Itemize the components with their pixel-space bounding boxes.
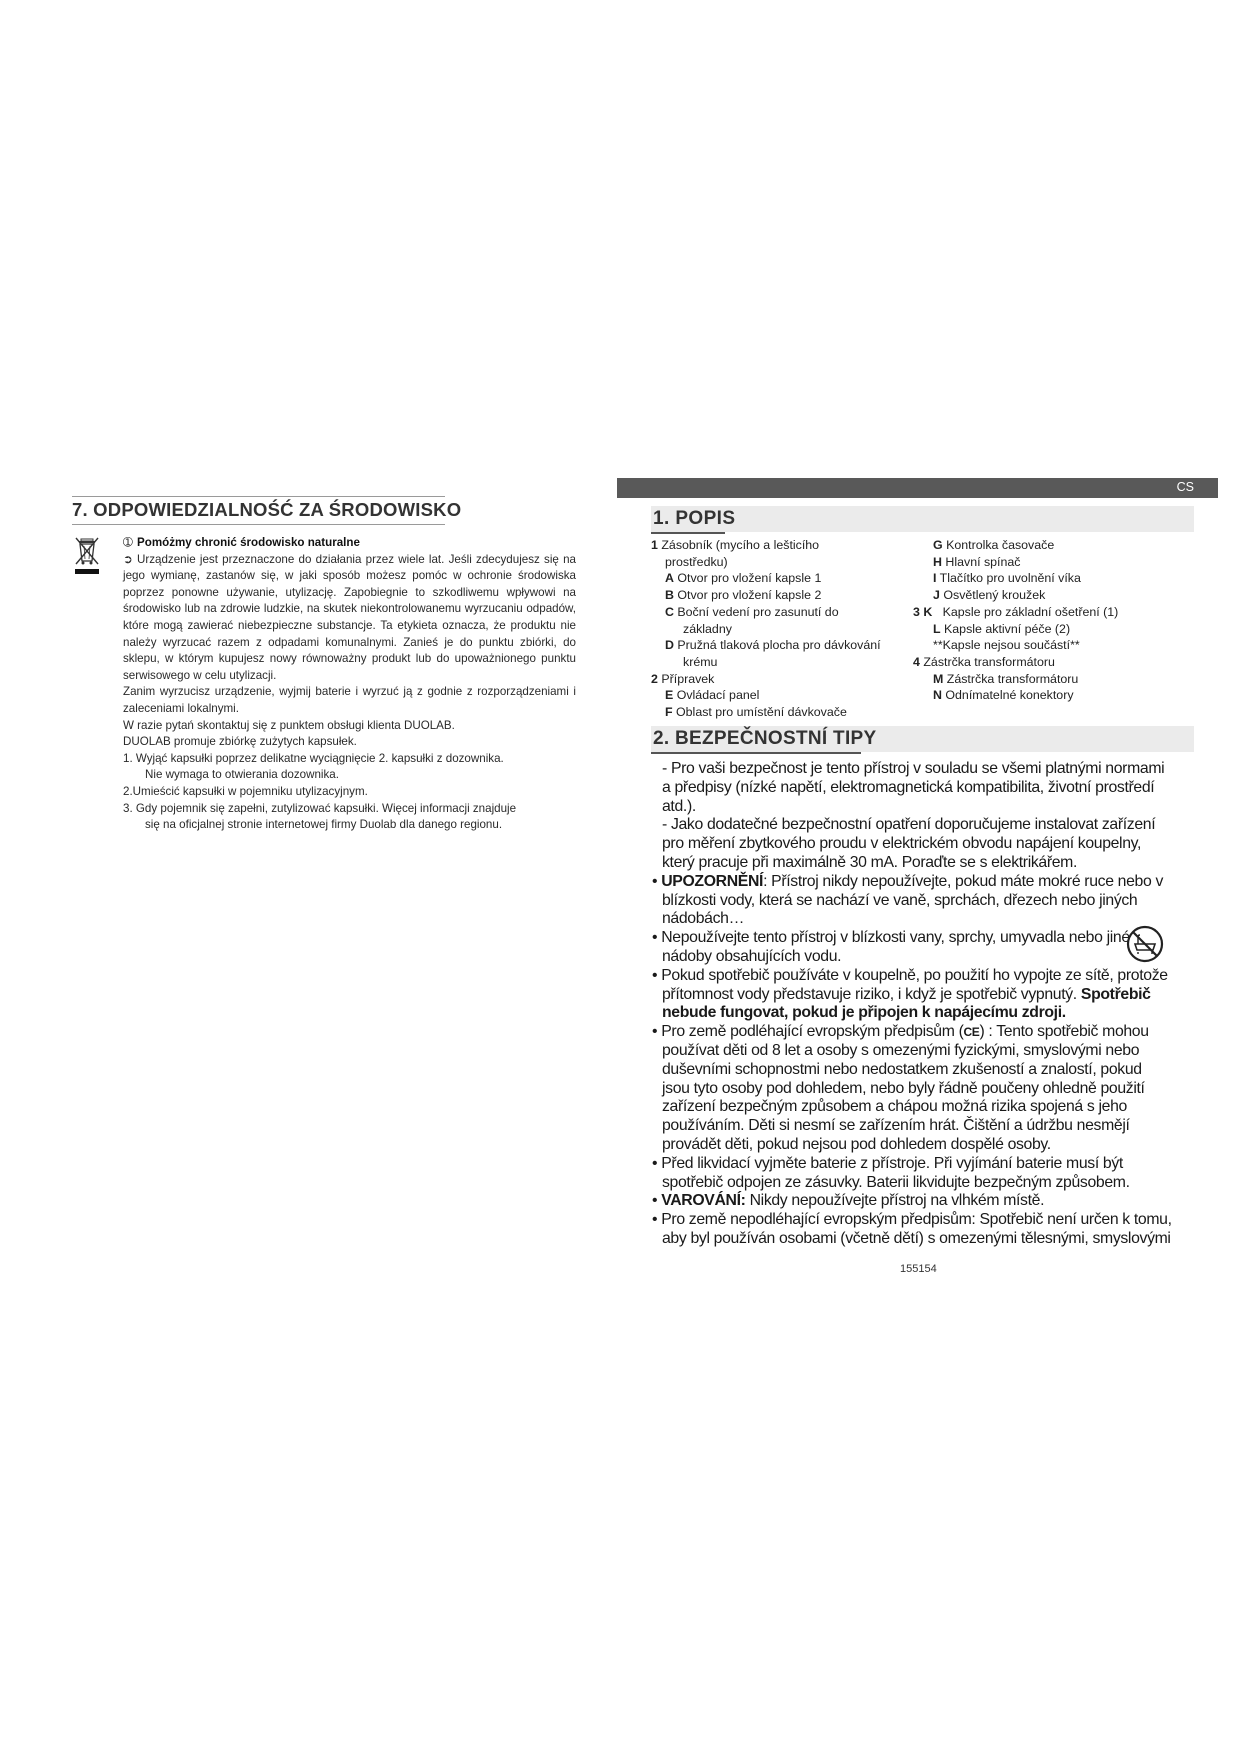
description-list-right	[913, 537, 1203, 704]
section-2-title: 2. BEZPEČNOSTNÍ TIPY	[653, 728, 877, 749]
list-item: 3 K Kapsle pro základní ošetření (1)	[913, 604, 1119, 619]
list-item: I Tlačítko pro uvolnění víka	[933, 571, 1081, 586]
list-item: C Boční vedení pro zasunutí do	[665, 604, 839, 619]
subtitle: Pomóżmy chronić środowisko naturalne	[137, 536, 360, 549]
list-item: N Odnímatelné konektory	[933, 688, 1074, 703]
step-2: 2.Umieścić kapsułki w pojemniku utylizacyjnym.	[123, 784, 368, 798]
paragraph-2: Zanim wyrzucisz urządzenie, wyjmij baterie i wyrzuć ją z godnie z rozporządzeniami i zaleceniami lokalnymi.	[123, 685, 576, 715]
tip-6: • Pro země podléhající evropským předpisům (CE) : Tento spotřebič mohou používat děti od 8 let a osoby s omezenými fyzickými, smyslovými nebo duševními schopnostmi nebo nedostatkem zkušeností a znalostí, pokud jsou tyto osoby pod dohledem, nebo byly řádně poučeny ohledně použití zařízení bezpečným způsobem a chápou možná rizika spojená s jeho používáním. Děti si nesmí se zařízením hrát. Čištění a údržbu nesmějí provádět děti, pokud nejsou pod dohledem dospělé osoby.	[652, 1023, 1149, 1153]
subtitle-line	[123, 535, 576, 552]
list-item: základny	[683, 621, 732, 636]
section-2-underline	[651, 752, 861, 754]
title-rule-bottom	[72, 524, 445, 525]
paragraph-4: DUOLAB promuje zbiórkę zużytych kapsułek.	[123, 735, 357, 749]
paragraph-1-wrap	[123, 552, 576, 685]
tip-3: • UPOZORNĚNÍ: Přístroj nikdy nepoužívejte, pokud máte mokré ruce nebo v blízkosti vody, která se nachází ve vaně, sprchách, dřezech nebo jiných nádobách…	[652, 872, 1163, 928]
tip-6-post: ) : Tento spotřebič mohou používat děti od 8 let a osoby s omezenými fyzickými, smyslovými nebo duševními schopnostmi nebo nedostatkem zkušeností a znalostí, pokud jsou tyto osoby pod dohledem, nebo byly řádně poučeny ohledně použití zařízení bezpečným způsobem a chápou možná rizika spojená s jeho používáním. Děti si nesmí se zařízením hrát. Čištění a údržbu nesmějí provádět děti, pokud nejsou pod dohledem dospělé osoby.	[662, 1023, 1149, 1153]
tip-4: • Nepoužívejte tento přístroj v blízkosti vany, sprchy, umyvadla nebo jiné nádoby obsahujících vodu.	[652, 929, 1130, 965]
tip-9: • Pro země nepodléhající evropským předpisům: Spotřebič není určen k tomu, aby byl používán osobami (včetně dětí) s omezenými tělesnými, smyslovými	[652, 1211, 1172, 1247]
tip-7-text: Před likvidací vyjměte baterie z přístroje. Při vyjímání baterie musí být spotřebič odpojen ze zásuvky. Baterii likvidujte bezpečným způsobem.	[661, 1154, 1130, 1191]
list-item: G Kontrolka časovače	[933, 538, 1055, 552]
weee-crossed-bin-icon	[74, 536, 100, 576]
list-item: 4 Zástrčka transformátoru	[913, 654, 1055, 669]
list-item: H Hlavní spínač	[933, 554, 1021, 569]
title-rule-top	[72, 496, 445, 497]
step-1: 1. Wyjąć kapsułki poprzez delikatne wyciągnięcie 2. kapsułki z dozownika.	[123, 751, 504, 765]
tip-3-label: UPOZORNĚNÍ	[661, 872, 764, 890]
list-item: J Osvětlený kroužek	[933, 588, 1046, 603]
tip-9-text: Pro země nepodléhající evropským předpisům: Spotřebič není určen k tomu, aby byl používán osobami (včetně dětí) s omezenými tělesnými, smyslovými	[661, 1211, 1172, 1247]
step-3: 3. Gdy pojemnik się zapełni, zutylizować kapsułki. Więcej informacji znajduje	[123, 801, 517, 815]
tip-1: - Pro vaši bezpečnost je tento přístroj v souladu se všemi platnými normami a předpisy (nízké napětí, elektromagnetická kompatibilita, životní prostředí atd.).	[662, 760, 1165, 815]
list-item: krému	[683, 654, 718, 669]
tip-7: • Před likvidací vyjměte baterie z přístroje. Při vyjímání baterie musí být spotřebič odpojen ze zásuvky. Baterii likvidujte bezpečným způsobem.	[652, 1154, 1130, 1191]
step-3-cont: się na oficjalnej stronie internetowej firmy Duolab dla danego regionu.	[145, 818, 503, 832]
language-header-bar	[617, 478, 1218, 498]
paragraph-3: W razie pytań skontaktuj się z punktem obsługi klienta DUOLAB.	[123, 718, 455, 732]
ce-mark: CE	[963, 1025, 980, 1040]
list-item: 1 Zásobník (mycího a lešticího	[651, 538, 820, 552]
description-list-left	[651, 537, 921, 721]
list-item: B Otvor pro vložení kapsle 2	[665, 588, 822, 603]
language-code: CS	[1176, 480, 1194, 494]
list-item: D Pružná tlaková plocha pro dávkování	[665, 638, 881, 653]
info-mark-icon: ➀	[123, 536, 133, 549]
section-1-title: 1. POPIS	[653, 508, 736, 529]
arrow-mark-icon: ➲	[123, 552, 133, 566]
list-item: M Zástrčka transformátoru	[933, 671, 1079, 686]
list-item: 2 Přípravek	[651, 671, 715, 686]
section-1-underline	[651, 532, 725, 534]
list-item: F Oblast pro umístění dávkovače	[665, 705, 847, 720]
list-item: A Otvor pro vložení kapsle 1	[665, 571, 822, 586]
tip-3-text: : Přístroj nikdy nepoužívejte, pokud máte mokré ruce nebo v blízkosti vody, která se nachází ve vaně, sprchách, dřezech nebo jiných nádobách…	[662, 872, 1163, 928]
tip-8-text: Nikdy nepoužívejte přístroj na vlhkém místě.	[745, 1192, 1045, 1210]
tip-6-pre: Pro země podléhající evropským předpisům (	[661, 1023, 964, 1041]
safety-tips	[652, 760, 1172, 1249]
tip-4-text: Nepoužívejte tento přístroj v blízkosti vany, sprchy, umyvadla nebo jiné nádoby obsahujících vodu.	[661, 929, 1130, 965]
tip-2: - Jako dodatečné bezpečnostní opatření doporučujeme instalovat zařízení pro měření zbytkového proudu v elektrickém obvodu napájení koupelny, který pracuje při maximálně 30 mA. Poraďte se s elektrikářem.	[662, 816, 1156, 871]
list-item: E Ovládací panel	[665, 688, 760, 703]
tip-8: • VAROVÁNÍ: Nikdy nepoužívejte přístroj na vlhkém místě.	[652, 1192, 1045, 1210]
no-bath-icon	[1126, 925, 1164, 963]
environment-text-column	[123, 535, 576, 834]
page-number: 155154	[900, 1263, 937, 1275]
tip-5: • Pokud spotřebič používáte v koupelně, po použití ho vypojte ze sítě, protože přítomnost vody představuje riziko, i když je spotřebič vypnutý. Spotřebič nebude fungovat, pokud je připojen k napájecímu zdroji.	[652, 966, 1168, 1022]
paragraph-1: Urządzenie jest przeznaczone do działania przez wiele lat. Jeśli zdecydujesz się na jego wymianę, zastanów się, w jaki sposób możesz pomóc w ochronie środowiska poprzez ponowne używanie, utylizację. Zapobiegnie to szkodliwemu wpływowi na środowisko lub na zdrowie ludzkie, na skutek niekontrolowanemu wyrzucaniu odpadów, które mogą zawierać niebezpieczne substancje. Ta etykieta oznacza, że produktu nie należy wyrzucać razem z odpadami komunalnymi. Zanieś je do punktu zbiórki, do sklepu, w którym kupujesz nowy równoważny produkt lub do upoważnionego punktu serwisowego w celu utylizacji.	[123, 552, 576, 682]
list-item: L Kapsle aktivní péče (2)	[933, 621, 1071, 636]
list-item: **Kapsle nejsou součástí**	[933, 638, 1080, 653]
step-1-cont: Nie wymaga to otwierania dozownika.	[145, 768, 339, 782]
list-item: prostředku)	[665, 554, 728, 569]
section-7-title: 7. ODPOWIEDZIALNOŚĆ ZA ŚRODOWISKO	[72, 499, 462, 520]
tip-5-text: Pokud spotřebič používáte v koupelně, po použití ho vypojte ze sítě, protože přítomnost vody představuje riziko, i když je spotřebič vypnutý.	[661, 966, 1168, 1003]
tip-5-bold: Spotřebič nebude fungovat, pokud je připojen k napájecímu zdroji.	[662, 985, 1151, 1022]
tip-8-label: VAROVÁNÍ:	[661, 1192, 746, 1210]
